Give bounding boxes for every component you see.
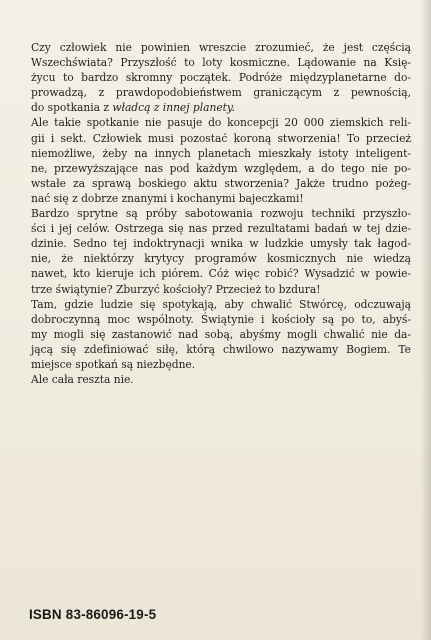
text-line: wstałe za sprawą boskiego aktu stworzenia? Jakże trudno pożeg- [31,176,411,190]
paragraph-1 [31,40,411,115]
italic-phrase: władcą z innej planety. [112,101,235,115]
text-line: ne, przewyższające nas pod każdym względem, a do tego nie po- [31,161,411,175]
body-text [31,40,411,387]
isbn-label: ISBN [29,607,62,622]
paragraph-4 [31,297,411,372]
text-line: Ale takie spotkanie nie pasuje do koncepcji 20 000 ziemskich reli- [31,116,411,130]
text-line-mixed [31,100,411,115]
isbn-code [29,607,156,622]
text-line: miejsce spotkań są niezbędne. [31,357,196,371]
text-line: gii i sekt. Człowiek musi pozostać koroną stworzenia! To przecież [31,131,411,145]
page-edge-shadow [421,0,431,640]
paragraph-5 [31,372,411,387]
text-line: prowadzą, z prawdopodobieństwem graniczącym z pewnością, [31,86,411,100]
text-line: nawet, kto kieruje ich piórem. Cóż więc robić? Wysadzić w powie- [31,267,411,281]
text-line: dobroczynną moc wspólnoty. Świątynie i kościoły są po to, abyś- [31,312,411,326]
paragraph-3 [31,206,411,297]
text-line: trze świątynie? Zburzyć kościoły? Przecież to bzdura! [31,282,321,296]
text-line: dzinie. Sedno tej indoktrynacji wnika w ludzkie umysły tak łagod- [31,237,411,251]
text-line: Bardzo sprytne są próby sabotowania rozwoju techniki przyszło- [31,207,411,221]
text-line: nie, że niektórzy krytycy programów kosmicznych nie wiedzą [31,252,411,266]
text-line: nać się z dobrze znanymi i kochanymi bajeczkami! [31,191,304,205]
text-line: Czy człowiek nie powinien wreszcie zrozumieć, że jest częścią [31,41,411,54]
text-line: życu to bardzo skromny początek. Podróże międzyplanetarne do- [31,71,411,85]
paragraph-2 [31,115,411,206]
isbn-number: 83-86096-19-5 [65,607,157,622]
text-line: jącą się zdefiniować siłę, którą chwilowo nazywamy Bogiem. Te [31,342,411,356]
text-line: ści i jej celów. Ostrzega się nas przed rezultatami badań w tej dzie- [31,222,411,236]
text-line: Wszechświata? Przyszłość to loty kosmiczne. Lądowanie na Księ- [31,56,411,70]
text-line: Tam, gdzie ludzie się spotykają, aby chwalić Stwórcę, odczuwają [31,297,411,311]
text-line: niemożliwe, żeby na innych planetach mieszkały istoty inteligent- [31,146,411,160]
text-line: Ale cała reszta nie. [31,373,134,387]
text-fragment: do spotkania z [31,101,113,115]
text-line: my mogli się zastanowić nad sobą, abyśmy mogli chwalić nie da- [31,327,411,341]
